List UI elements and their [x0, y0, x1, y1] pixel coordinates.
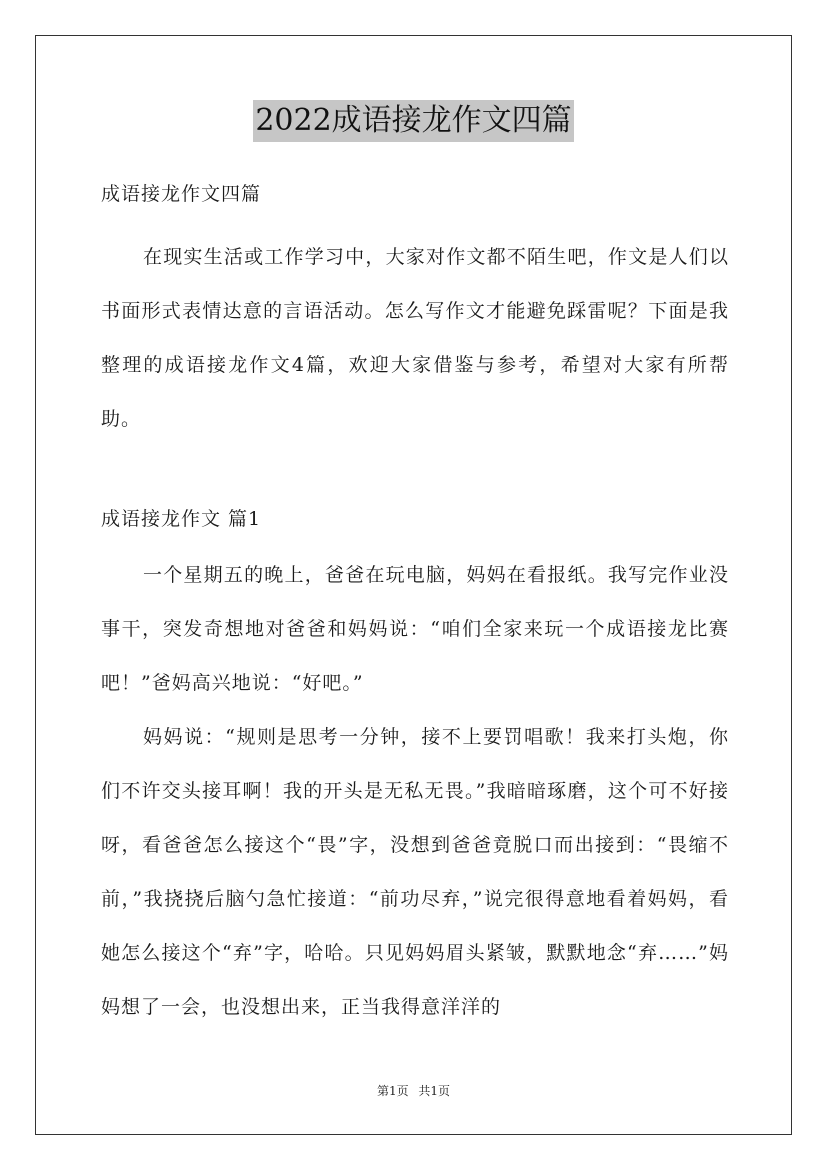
section-title: 成语接龙作文 篇1 — [101, 508, 262, 530]
document-title: 2022成语接龙作文四篇 — [253, 100, 573, 142]
section-paragraph-1: 一个星期五的晚上，爸爸在玩电脑，妈妈在看报纸。我写完作业没事干，突发奇想地对爸爸和妈妈说：“咱们全家来玩一个成语接龙比赛吧！”爸妈高兴地说：“好吧。” — [101, 564, 729, 694]
section-paragraph-2: 妈妈说：“规则是思考一分钟，接不上要罚唱歌！我来打头炮，你们不许交头接耳啊！我的开头是无私无畏。”我暗暗琢磨，这个可不好接呀，看爸爸怎么接这个“畏”字，没想到爸爸竟脱口而出接到：“畏缩不前，”我挠挠后脑勺急忙接道：“前功尽弃，”说完很得意地看着妈妈，看她怎么接这个“弃”字，哈哈。只见妈妈眉头紧皱，默默地念“弃……”妈妈想了一会，也没想出来，正当我得意洋洋的 — [101, 726, 729, 1018]
title-container — [0, 100, 827, 142]
page-footer — [0, 1082, 827, 1100]
total-pages: 共1页 — [418, 1084, 451, 1098]
intro-paragraph: 在现实生活或工作学习中，大家对作文都不陌生吧，作文是人们以书面形式表情达意的言语活动。怎么写作文才能避免踩雷呢？下面是我整理的成语接龙作文4篇，欢迎大家借鉴与参考，希望对大家有所帮助。 — [101, 246, 729, 430]
section-body — [101, 548, 729, 1034]
document-subtitle: 成语接龙作文四篇 — [101, 183, 262, 205]
page-number: 第1页 — [376, 1084, 409, 1098]
